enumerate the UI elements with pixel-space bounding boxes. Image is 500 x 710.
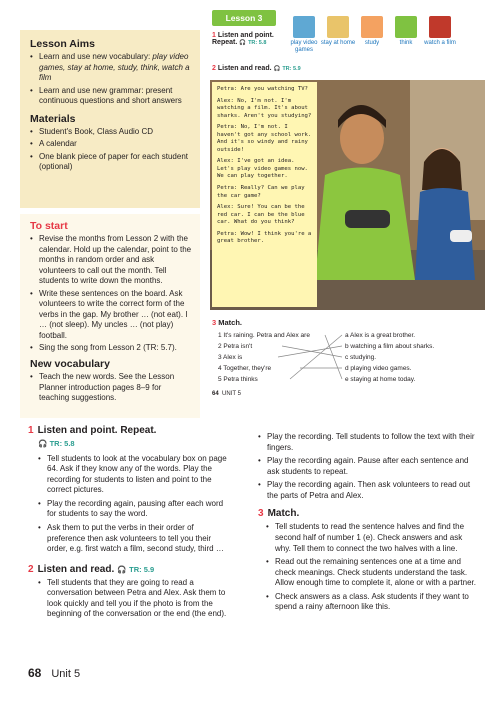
list-item: • Teach the new words. See the Lesson Planner introduction pages 8–9 for teaching suggestions.	[30, 372, 192, 404]
dialogue-line: Petra: Are you watching TV?	[217, 86, 308, 92]
match-right-item: c studying.	[345, 354, 377, 361]
headphones-icon: 🎧	[239, 40, 247, 46]
section-2-continued-list	[258, 432, 480, 501]
list-item: • Play the recording again. Then ask volunteers to read out the parts of Petra and Alex.	[258, 480, 480, 501]
exercise-2-instruction: 2 Listen and read. 🎧 TR: 5.9	[212, 65, 301, 72]
unit-label: Unit 5	[51, 668, 81, 680]
match-left-item: 5 Petra thinks	[218, 376, 258, 383]
dialogue-line: Petra: No, I'm not. I haven't got any school work. And it's so windy and rainy outside!	[217, 124, 312, 153]
vocab-picture	[293, 16, 315, 38]
match-exercise-title: 3 Match.	[212, 318, 243, 327]
vocab-item: watch a film	[421, 16, 459, 47]
match-left-item: 3 Alex is	[218, 354, 243, 361]
list-item: • Tell students to look at the vocabulary box on page 64. Ask if they know any of the words. Play the recording for students to listen and point to the correct pictures.	[38, 454, 233, 496]
match-right-column	[345, 330, 485, 385]
lesson-aims-panel	[20, 30, 200, 208]
section-1-list	[38, 454, 233, 555]
dialogue-line: Alex: I've got an idea. Let's play video games now. We can play together.	[217, 158, 308, 180]
page-number: 68	[28, 666, 42, 680]
list-item: • Play the recording again, pausing after each word for students to say the word.	[38, 499, 233, 520]
to-start-heading: To start	[30, 220, 68, 232]
list-item: • Revise the months from Lesson 2 with the calendar. Hold up the calendar, point to the months in random order and ask volunteers to call out the month. Tell students to write down the months.	[30, 234, 192, 287]
match-line	[325, 335, 342, 379]
vocab-item: think	[387, 16, 425, 47]
list-item: • Read out the remaining sentences one at a time and check meanings. Check students understand the task. Allow enough time to complete it, alone or with a partner.	[266, 557, 480, 589]
vocab-picture	[327, 16, 349, 38]
list-item: • A calendar	[30, 139, 192, 150]
match-left-item: 1 It's raining. Petra and Alex are	[218, 332, 310, 339]
dialogue-line: Petra: Really? Can we play the car game?	[217, 185, 305, 199]
materials-heading: Materials	[30, 112, 76, 125]
vocab-item: play video games	[285, 16, 323, 53]
list-item: • Learn and use new grammar: present continuous questions and short answers	[30, 86, 192, 107]
list-item: • Play the recording again. Pause after each sentence and ask students to repeat.	[258, 456, 480, 477]
dialogue-line: Alex: No, I'm not. I'm watching a film. It's about sharks. Aren't you studying?	[217, 97, 312, 119]
match-left-item: 2 Petra isn't	[218, 343, 253, 350]
vocab-picture	[361, 16, 383, 38]
headphones-icon: 🎧	[38, 439, 48, 449]
track-label: 🎧 TR: 5.8	[38, 439, 75, 449]
teacher-notes-right	[258, 432, 480, 616]
lesson-tab: Lesson 3	[212, 10, 276, 26]
new-vocabulary-heading: New vocabulary	[30, 358, 110, 371]
list-item: • Tell students that they are going to read a conversation between Petra and Alex. Ask them to look quickly and tell you if the photo is from the beginning of the conversation or the end (the end).	[38, 578, 233, 620]
vocab-picture	[429, 16, 451, 38]
list-item: • Write these sentences on the board. Ask volunteers to write the correct form of the verbs in the gap. My brother … (not eat). I … (not sleep). My uncles … (not play) football.	[30, 289, 192, 342]
page-footer	[28, 666, 80, 680]
list-item: • Ask them to put the verbs in their order of preference then ask volunteers to tell you their order, e.g. first watch a film, second study, third …	[38, 523, 233, 555]
list-item: • Student's Book, Class Audio CD	[30, 127, 192, 138]
list-item: • Play the recording. Tell students to follow the text with their fingers.	[258, 432, 480, 453]
match-right-item: d playing video games.	[345, 365, 412, 372]
vocabulary-box	[285, 16, 485, 64]
match-right-item: a Alex is a great brother.	[345, 332, 416, 339]
to-start-panel	[20, 214, 200, 418]
vocab-picture	[395, 16, 417, 38]
dialogue-line: Alex: Sure! You can be the red car. I can be the blue car. What do you think?	[217, 204, 305, 226]
student-book-footer: 64 UNIT 5	[212, 391, 241, 397]
headphones-icon: 🎧	[117, 564, 127, 574]
list-item: • Tell students to read the sentence halves and find the second half of number 1 (e). Check answers and ask why. Tell them to connect the two halves with a line.	[266, 522, 480, 554]
section-1-heading: 1 Listen and point. Repeat.	[28, 425, 157, 436]
vocab-item: study	[353, 16, 391, 47]
section-3-list	[266, 522, 480, 612]
match-left-item: 4 Together, they're	[218, 365, 272, 372]
match-connecting-lines	[270, 330, 350, 386]
teacher-notes-left	[28, 424, 233, 623]
list-item: • One blank piece of paper for each student (optional)	[30, 152, 192, 173]
lesson-aims-list	[30, 52, 192, 107]
match-line	[290, 335, 342, 379]
section-2-heading: 2 Listen and read. 🎧 TR: 5.9	[28, 563, 155, 575]
dialogue-box	[212, 82, 317, 307]
dialogue-line: Petra: Wow! I think you're a great brother.	[217, 230, 312, 245]
headphones-icon: 🎧	[273, 66, 281, 72]
exercise-1-instruction: 1 Listen and point. Repeat. 🎧 TR: 5.8	[212, 32, 274, 46]
vocab-item: stay at home	[319, 16, 357, 47]
lesson-aims-heading: Lesson Aims	[30, 38, 95, 50]
to-start-list	[30, 234, 192, 354]
match-right-item: e staying at home today.	[345, 376, 416, 383]
section-2-list	[38, 578, 233, 620]
new-vocabulary-list	[30, 372, 192, 404]
list-item: • Check answers as a class. Ask students if they want to spend a rainy afternoon like this.	[266, 592, 480, 613]
section-3-heading: 3 Match.	[258, 508, 300, 520]
list-item: • Learn and use new vocabulary: play video games, stay at home, study, think, watch a film	[30, 52, 192, 84]
list-item: • Sing the song from Lesson 2 (TR: 5.7).	[30, 343, 192, 354]
materials-list	[30, 127, 192, 173]
match-right-item: b watching a film about sharks.	[345, 343, 435, 350]
